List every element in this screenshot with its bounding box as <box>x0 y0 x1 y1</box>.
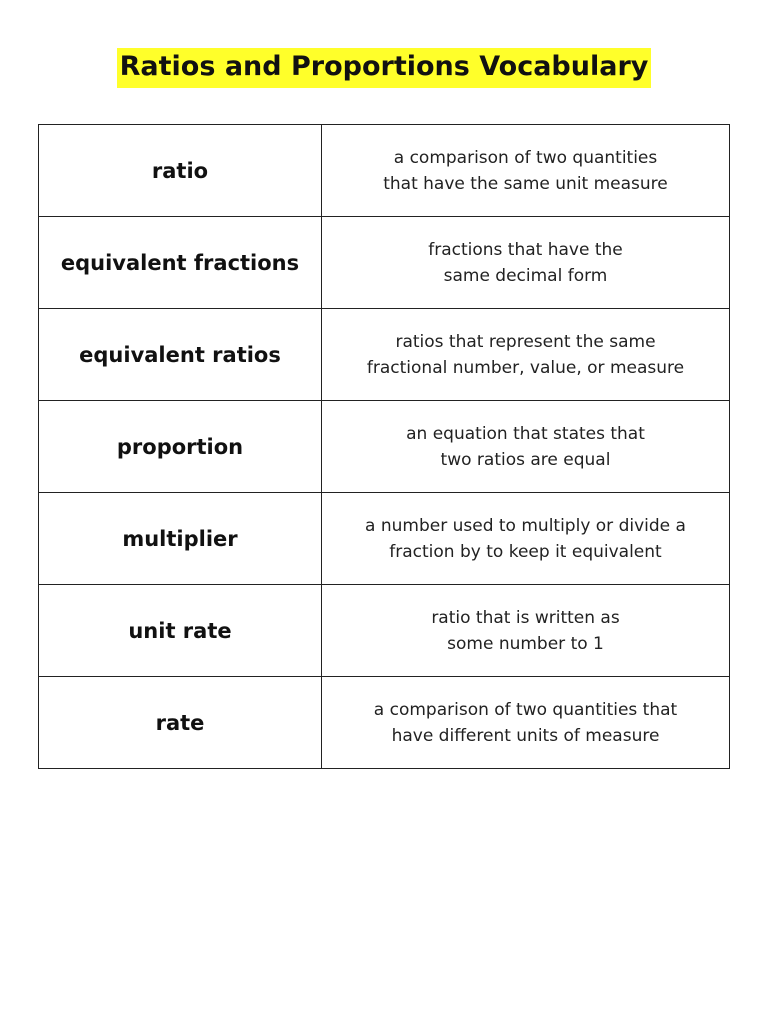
table-row <box>39 309 730 401</box>
definition-line: a comparison of two quantities <box>393 147 658 168</box>
term-cell: multiplier <box>39 493 322 585</box>
term-cell: equivalent fractions <box>39 217 322 309</box>
definition-line: have different units of measure <box>391 725 660 746</box>
definition-line: a number used to multiply or divide a <box>365 515 686 536</box>
table-row <box>39 217 730 309</box>
definition-line: two ratios are equal <box>440 449 611 470</box>
table-row <box>39 677 730 769</box>
definition-line: fractional number, value, or measure <box>366 357 685 378</box>
term-cell: ratio <box>39 125 322 217</box>
term-cell: equivalent ratios <box>39 309 322 401</box>
term-cell: rate <box>39 677 322 769</box>
definition-cell <box>322 585 730 677</box>
title-wrapper <box>0 48 768 88</box>
definition-line: ratios that represent the same <box>395 331 656 352</box>
definition-line: an equation that states that <box>406 423 645 444</box>
table-row <box>39 585 730 677</box>
definition-line: fractions that have the <box>428 239 623 260</box>
definition-cell <box>322 401 730 493</box>
vocabulary-table <box>38 124 730 769</box>
table-row <box>39 401 730 493</box>
term-cell: unit rate <box>39 585 322 677</box>
definition-line: ratio that is written as <box>431 607 620 628</box>
definition-line: some number to 1 <box>447 633 604 654</box>
definition-cell <box>322 309 730 401</box>
definition-cell <box>322 125 730 217</box>
table-row <box>39 493 730 585</box>
definition-cell <box>322 677 730 769</box>
definition-cell <box>322 217 730 309</box>
definition-cell <box>322 493 730 585</box>
term-cell: proportion <box>39 401 322 493</box>
definition-line: same decimal form <box>443 265 608 286</box>
table-row <box>39 125 730 217</box>
page-title: Ratios and Proportions Vocabulary <box>117 48 652 88</box>
definition-line: fraction by to keep it equivalent <box>389 541 662 562</box>
definition-line: a comparison of two quantities that <box>373 699 678 720</box>
definition-line: that have the same unit measure <box>383 173 668 194</box>
